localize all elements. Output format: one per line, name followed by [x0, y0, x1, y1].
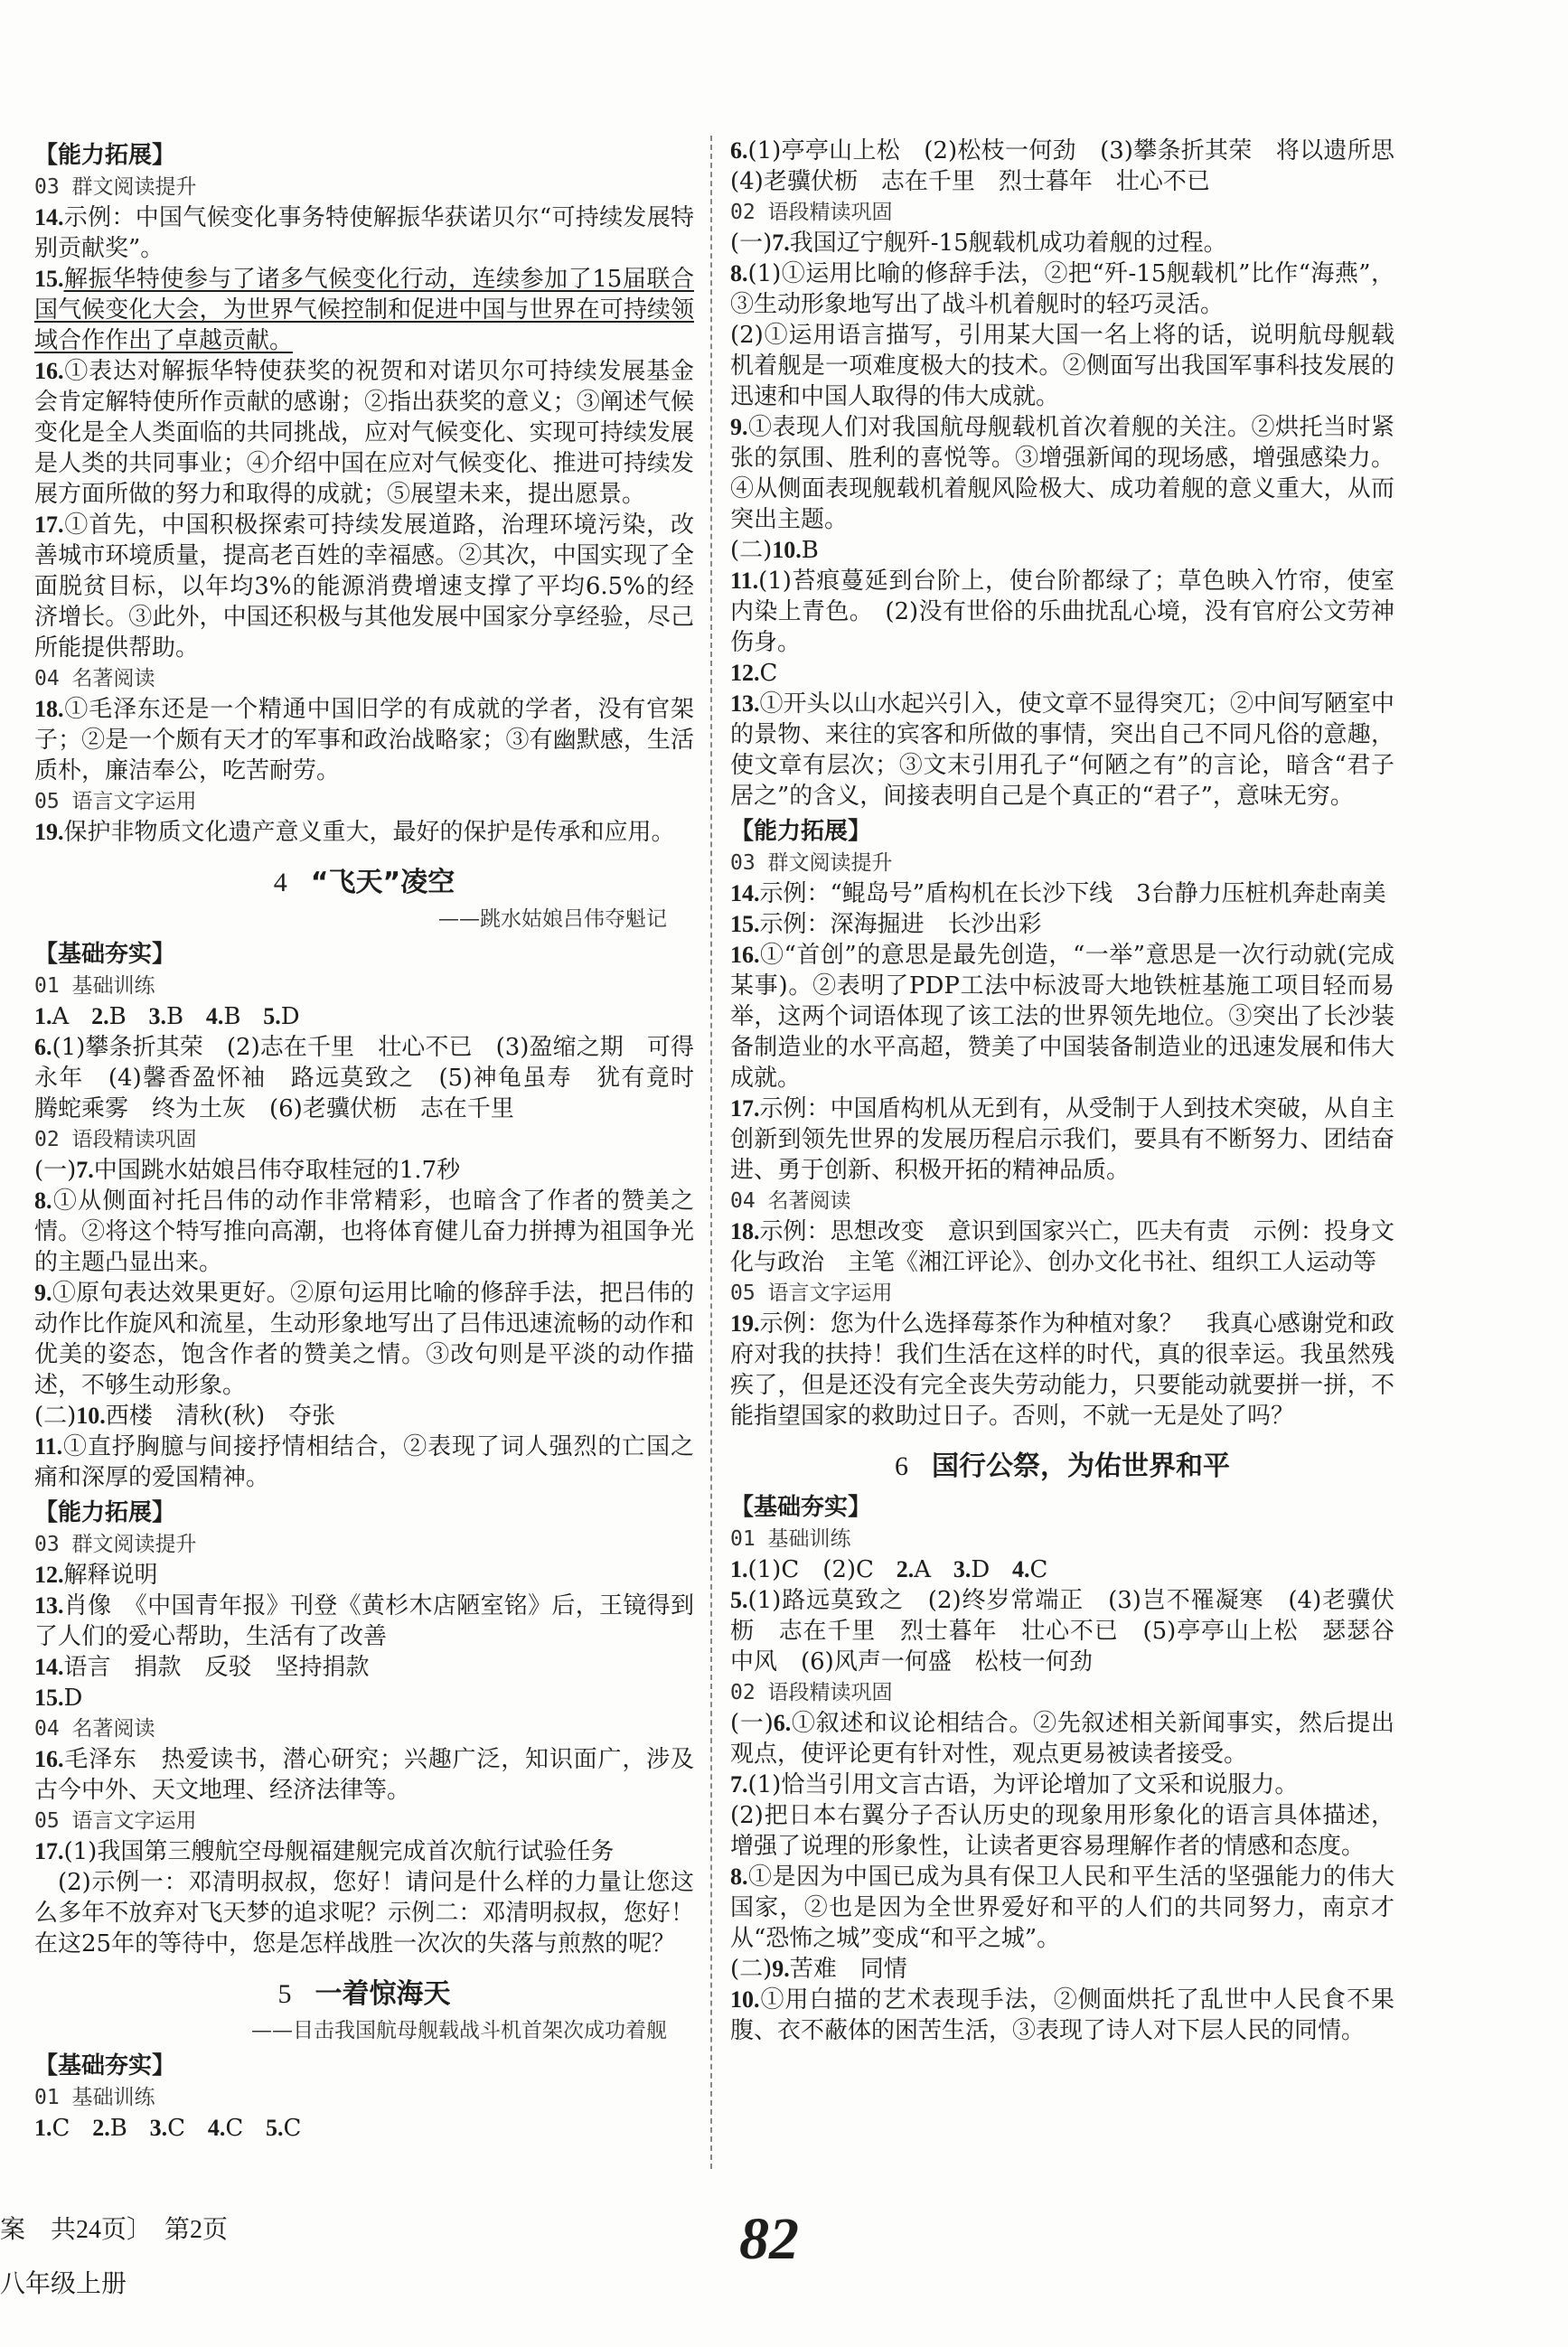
answer-19-lesson5: 19.示例：您为什么选择莓茶作为种植对象？ 我真心感谢党和政府对我的扶持！我们生活在这样的时代，真的很幸运。我虽然残疾了，但是还没有完全丧失劳动能力，只要能动就要拼一拼，不能指望国家的救助过日子。否则，不就一无是处了吗？ — [730, 1310, 1394, 1430]
section-heading: 【基础夯实】 — [34, 2052, 176, 2079]
lesson-5-subtitle: ——目击我国航母舰载战斗机首架次成功着舰 — [251, 2019, 667, 2042]
answer-7-lesson5: (一)7.我国辽宁舰歼-15舰载机成功着舰的过程。 — [730, 230, 1227, 257]
lesson-4-subtitle: ——跳水姑娘吕伟夺魁记 — [438, 907, 667, 931]
answer-9-lesson6: (二)9.苦难 同情 — [730, 1956, 907, 1983]
answer-6-lesson6: (一)6.①叙述和议论相结合。②先叙述相关新闻事实，然后提出观点，使评论更有针对性，观点更易被读者接受。 — [730, 1710, 1394, 1768]
answer-18-lesson5: 18.示例：思想改变 意识到国家兴亡，匹夫有责 示例：投身文化与政治 主笔《湘江评论》、创办文化书社、组织工人运动等 — [730, 1218, 1394, 1276]
answer-8: 8.①从侧面衬托吕伟的动作非常精彩，也暗含了作者的赞美之情。②将这个特写推向高潮，也将体育健儿奋力拼搏为祖国争光的主题凸显出来。 — [34, 1188, 694, 1276]
answer-17b-part2: (2)示例一：邓清明叔叔，您好！请问是什么样的力量让您这么多年不放弃对飞天梦的追求呢？示例二：邓清明叔叔，您好！在这25年的等待中，您是怎样战胜一次次的失落与煎熬的呢？ — [34, 1869, 694, 1957]
answer-10-lesson6: 10.①用白描的艺术表现手法，②侧面烘托了乱世中人民食不果腹、衣不蔽体的困苦生活，③表现了诗人对下层人民的同情。 — [730, 1986, 1394, 2044]
lesson-4-title: 4 “飞天”凌空 — [273, 867, 455, 898]
answer-10: (二)10.西楼 清秋(秋) 夺张 — [34, 1403, 336, 1430]
answer-15-lesson5: 15.示例：深海掘进 长沙出彩 — [730, 911, 1042, 938]
column-divider — [710, 136, 712, 2169]
answer-6-lesson5: 6.(1)亭亭山上松 (2)松枝一何劲 (3)攀条折其荣 将以遗所思 (4)老骥伏枥 志在千里 烈士暮年 壮心不已 — [730, 137, 1419, 195]
section-heading: 【能力拓展】 — [34, 142, 176, 169]
subsection-label: 01 基础训练 — [34, 974, 155, 998]
answer-12-lesson5: 12.C — [730, 660, 778, 687]
answer-9-lesson5: 9.①表现人们对我国航母舰载机首次着舰的关注。②烘托当时紧张的氛围、胜利的喜悦等。③增强新闻的现场感，增强感染力。④从侧面表现舰载机着舰风险极大、成功着舰的意义重大，从而突出主题。 — [730, 414, 1394, 533]
subsection-label: 04 名著阅读 — [730, 1189, 851, 1213]
subsection-label: 01 基础训练 — [34, 2086, 155, 2109]
answer-11: 11.①直抒胸臆与间接抒情相结合，②表现了词人强烈的亡国之痛和深厚的爱国精神。 — [34, 1433, 694, 1491]
answer-13: 13.肖像 《中国青年报》刊登《黄杉木店陋室铭》后，王镜得到了人们的爱心帮助，生活有了改善 — [34, 1592, 694, 1650]
answer-18: 18.①毛泽东还是一个精通中国旧学的有成就的学者，没有官架子；②是一个颇有天才的军事和政治战略家；③有幽默感，生活质朴，廉洁奉公，吃苦耐劳。 — [34, 696, 694, 784]
subsection-label: 04 名著阅读 — [34, 667, 155, 690]
answers-1-5: 1.A 2.B 3.B 4.B 5.D — [34, 1003, 300, 1030]
answer-8-lesson5: 8.(1)①运用比喻的修辞手法，②把“歼-15舰载机”比作“海燕”，③生动形象地写出了战斗机着舰时的轻巧灵活。 — [730, 260, 1394, 318]
page-number: 82 — [739, 2206, 799, 2272]
answer-13-lesson5: 13.①开头以山水起兴引入，使文章不显得突兀；②中间写陋室中的景物、来往的宾客和所做的事情，突出自己不同凡俗的意趣，使文章有层次；③文末引用孔子“何陋之有”的言论，暗含“君子居之”的含义，间接表明自己是个真正的“君子”，意味无穷。 — [730, 690, 1394, 810]
answer-16: 16.①表达对解振华特使获奖的祝贺和对诺贝尔可持续发展基金会肯定解特使所作贡献的感谢；②指出获奖的意义；③阐述气候变化是全人类面临的共同挑战，应对气候变化、实现可持续发展是人类的共同事业；④介绍中国在应对气候变化、推进可持续发展方面所做的努力和取得的成就；⑤展望未来，提出愿景。 — [34, 358, 694, 508]
answer-7-lesson6-part2: (2)把日本右翼分子否认历史的现象用形象化的语言具体描述，增强了说理的形象性，让读者更容易理解作者的情感和态度。 — [730, 1802, 1394, 1860]
answer-17b: 17.(1)我国第三艘航空母舰福建舰完成首次航行试验任务 — [34, 1838, 615, 1865]
left-column — [34, 136, 718, 2144]
answer-15: 15.解振华特使参与了诸多气候变化行动，连续参加了15届联合国气候变化大会，为世界气候控制和促进中国与世界在可持续领域合作作出了卓越贡献。 — [34, 266, 694, 354]
subsection-label: 03 群文阅读提升 — [730, 851, 893, 875]
answer-7-lesson6: 7.(1)恰当引用文言古语，为评论增加了文采和说服力。 — [730, 1771, 1299, 1798]
subsection-label: 05 语言文字运用 — [730, 1281, 893, 1305]
answers-1-4-lesson6: 1.(1)C (2)C 2.A 3.D 4.C — [730, 1556, 1048, 1583]
answer-11-lesson5: 11.(1)苔痕蔓延到台阶上，使台阶都绿了；草色映入竹帘，使室内染上青色。 (2)没有世俗的乐曲扰乱心境，没有官府公文劳神伤身。 — [730, 568, 1394, 656]
subsection-label: 05 语言文字运用 — [34, 1809, 197, 1833]
answer-5-lesson6: 5.(1)路远莫致之 (2)终岁常端正 (3)岂不罹凝寒 (4)老骥伏枥 志在千里 烈士暮年 壮心不已 (5)亭亭山上松 瑟瑟谷中风 (6)风声一何盛 松枝一何劲 — [730, 1587, 1394, 1676]
answer-6: 6.(1)攀条折其荣 (2)志在千里 壮心不已 (3)盈缩之期 可得永年 (4)馨香盈怀袖 路远莫致之 (5)神龟虽寿 犹有竟时 腾蛇乘雾 终为土灰 (6)老骥伏枥 志在千里 — [34, 1034, 718, 1122]
answer-14: 14.示例：中国气候变化事务特使解振华获诺贝尔“可持续发展特别贡献奖”。 — [34, 204, 694, 262]
subsection-label: 04 名著阅读 — [34, 1717, 155, 1741]
section-heading: 【能力拓展】 — [34, 1499, 176, 1526]
answer-17-lesson5: 17.示例：中国盾构机从无到有，从受制于人到技术突破，从自主创新到领先世界的发展历程启示我们，要具有不断努力、团结奋进、勇于创新、积极开拓的精神品质。 — [730, 1095, 1394, 1184]
answer-19: 19.保护非物质文化遗产意义重大，最好的保护是传承和应用。 — [34, 819, 675, 846]
answer-16-lesson5: 16.①“首创”的意思是最先创造，“一举”意思是一次行动就(完成某事)。②表明了PDP工法中标波哥大地铁桩基施工项目轻而易举，这两个词语体现了该工法的世界领先地位。③突出了长沙装备制造业的水平高超，赞美了中国装备制造业的迅速发展和伟大成就。 — [730, 942, 1394, 1092]
answer-16b: 16.毛泽东 热爱读书，潜心研究；兴趣广泛，知识面广，涉及古今中外、天文地理、经济法律等。 — [34, 1746, 694, 1804]
answer-14-lesson5: 14.示例：“鲲岛号”盾构机在长沙下线 3台静力压桩机奔赴南美 — [730, 880, 1386, 907]
answer-8-lesson6: 8.①是因为中国已成为具有保卫人民和平生活的坚强能力的伟大国家，②也是因为全世界爱好和平的人们的共同努力，南京才从“恐怖之城”变成“和平之城”。 — [730, 1864, 1394, 1952]
answer-15b: 15.D — [34, 1685, 83, 1712]
subsection-label: 03 群文阅读提升 — [34, 1533, 197, 1556]
subsection-label: 05 语言文字运用 — [34, 790, 197, 813]
answer-10-lesson5: (二)10.B — [730, 537, 819, 564]
subsection-label: 02 语段精读巩固 — [730, 201, 893, 224]
grade-label: 八年级上册 — [0, 2270, 127, 2298]
answer-8-lesson5-part2: (2)①运用语言描写，引用某大国一名上将的话，说明航母舰载机着舰是一项难度极大的技术。②侧面写出我国军事科技发展的迅速和中国人取得的伟大成就。 — [730, 322, 1394, 410]
lesson-5-title: 5 一着惊海天 — [277, 1978, 451, 2010]
lesson-6-title: 6 国行公祭，为佑世界和平 — [895, 1450, 1230, 1482]
subsection-label: 02 语段精读巩固 — [730, 1681, 893, 1704]
subsection-label: 01 基础训练 — [730, 1527, 851, 1551]
subsection-label: 03 群文阅读提升 — [34, 175, 197, 199]
answer-7: (一)7.中国跳水姑娘吕伟夺取桂冠的1.7秒 — [34, 1157, 461, 1184]
right-column — [730, 136, 1419, 2046]
section-heading: 【基础夯实】 — [730, 1494, 872, 1521]
section-heading: 【能力拓展】 — [730, 818, 872, 845]
section-heading: 【基础夯实】 — [34, 941, 176, 968]
answer-9: 9.①原句表达效果更好。②原句运用比喻的修辞手法，把吕伟的动作比作旋风和流星，生动形象地写出了吕伟迅速流畅的动作和优美的姿态，饱含作者的赞美之情。③改句则是平淡的动作描述，不够生动形象。 — [34, 1280, 694, 1399]
answer-12: 12.解释说明 — [34, 1562, 158, 1589]
subsection-label: 02 语段精读巩固 — [34, 1128, 197, 1151]
answer-14b: 14.语言 捐款 反驳 坚持捐款 — [34, 1654, 370, 1681]
answer-17: 17.①首先，中国积极探索可持续发展道路，治理环境污染，改善城市环境质量，提高老百姓的幸福感。②其次，中国实现了全面脱贫目标，以年均3%的能源消费增速支撑了平均6.5%的经济增长。③此外，中国还积极与其他发展中国家分享经验，尽己所能提供帮助。 — [34, 512, 694, 662]
footer-page-info: 案 共24页〕 第2页 — [0, 2216, 229, 2244]
answers-1-5-lesson5: 1.C 2.B 3.C 4.C 5.C — [34, 2115, 302, 2142]
